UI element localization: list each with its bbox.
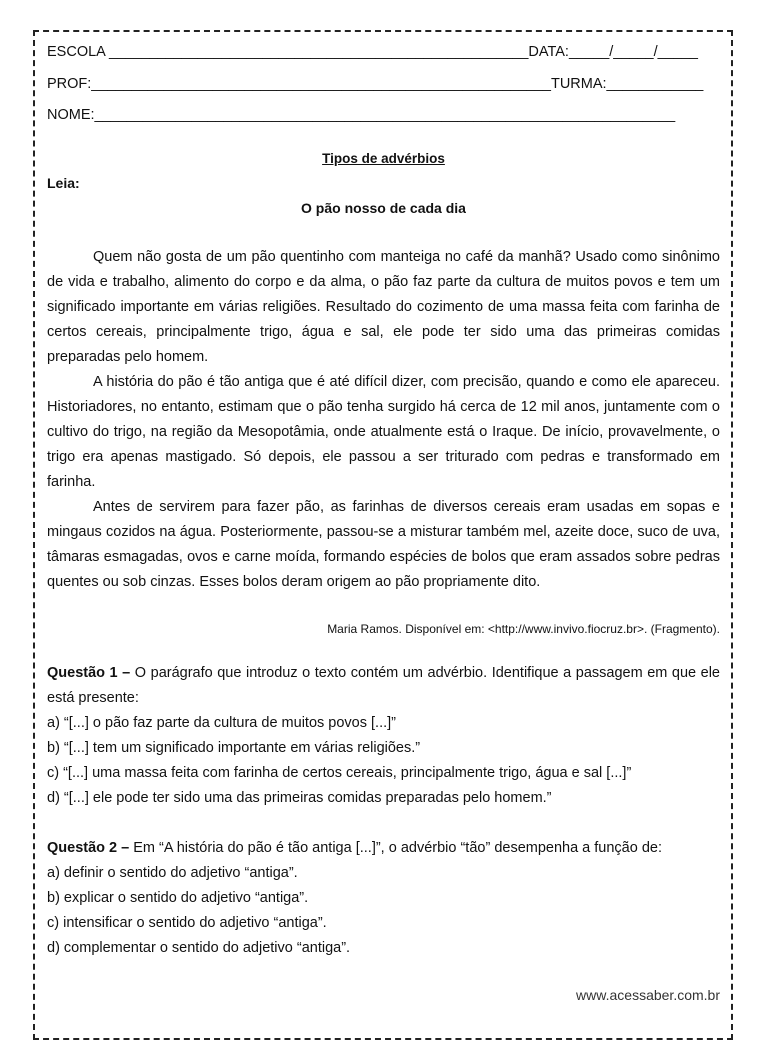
school-field: ESCOLA ____________________________________________________DATA:_____/_____/_____ (47, 44, 698, 60)
name-field: NOME:________________________________________________________________________ (47, 107, 676, 123)
question-1-option-d: d) “[...] ele pode ter sido uma das primeiras comidas preparadas pelo homem.” (47, 790, 552, 806)
question-2-text: Em “A história do pão é tão antiga [...]”, o advérbio “tão” desempenha a função de: (129, 840, 663, 856)
paragraph: Antes de servirem para fazer pão, as farinhas de diversos cereais eram usadas em sopas e mingaus cozidos na água. Posteriormente, passou-se a misturar também mel, azeite doce, suco de uva, tâmaras esmagadas, ovos e carne moída, formando espécies de bolos que eram assados sobre pedras quentes ou sob cinzas. Esses bolos deram origem ao pão propriamente dito. (47, 499, 720, 590)
question-2-option-b: b) explicar o sentido do adjetivo “antiga”. (47, 890, 309, 906)
question-1-option-a: a) “[...] o pão faz parte da cultura de muitos povos [...]” (47, 715, 396, 731)
question-1-label: Questão 1 – (47, 665, 131, 681)
text-source: Maria Ramos. Disponível em: <http://www.invivo.fiocruz.br>. (Fragmento). (327, 622, 720, 636)
question-1-option-b: b) “[...] tem um significado importante em várias religiões.” (47, 740, 421, 756)
question-1 (47, 661, 720, 811)
paragraph: A história do pão é tão antiga que é até difícil dizer, com precisão, quando e como ele apareceu. Historiadores, no entanto, estimam que o pão tenha surgido há cerca de 12 mil anos, juntamente com o cultivo do trigo, na região da Mesopotâmia, onde atualmente está o Iraque. De início, provavelmente, o trigo era apenas mastigado. Só depois, ele passou a ser triturado com pedras e transformado em farinha. (47, 374, 720, 490)
footer-url: www.acessaber.com.br (576, 987, 720, 1003)
question-2-option-d: d) complementar o sentido do adjetivo “antiga”. (47, 940, 351, 956)
reading-text (47, 245, 720, 595)
text-title: O pão nosso de cada dia (301, 200, 466, 216)
question-2-option-c: c) intensificar o sentido do adjetivo “antiga”. (47, 915, 327, 931)
teacher-field: PROF:_________________________________________________________TURMA:____________ (47, 76, 704, 92)
question-2-option-a: a) definir o sentido do adjetivo “antiga”. (47, 865, 298, 881)
read-label: Leia: (47, 175, 80, 191)
question-2-label: Questão 2 – (47, 840, 130, 856)
paragraph: Quem não gosta de um pão quentinho com manteiga no café da manhã? Usado como sinônimo de vida e trabalho, alimento do corpo e da alma, o pão faz parte da cultura de muitos povos e tem um significado importante em várias religiões. Resultado do cozimento de uma massa feita com farinha de certos cereais, principalmente trigo, água e sal, ele pode ter sido uma das primeiras comidas preparadas pelo homem. (47, 249, 720, 365)
question-1-text: O parágrafo que introduz o texto contém um advérbio. Identifique a passagem em que ele está presente: (47, 665, 721, 706)
worksheet-title: Tipos de advérbios (322, 151, 445, 166)
question-2 (47, 836, 720, 961)
question-1-option-c: c) “[...] uma massa feita com farinha de certos cereais, principalmente trigo, água e sal [...]” (47, 765, 632, 781)
